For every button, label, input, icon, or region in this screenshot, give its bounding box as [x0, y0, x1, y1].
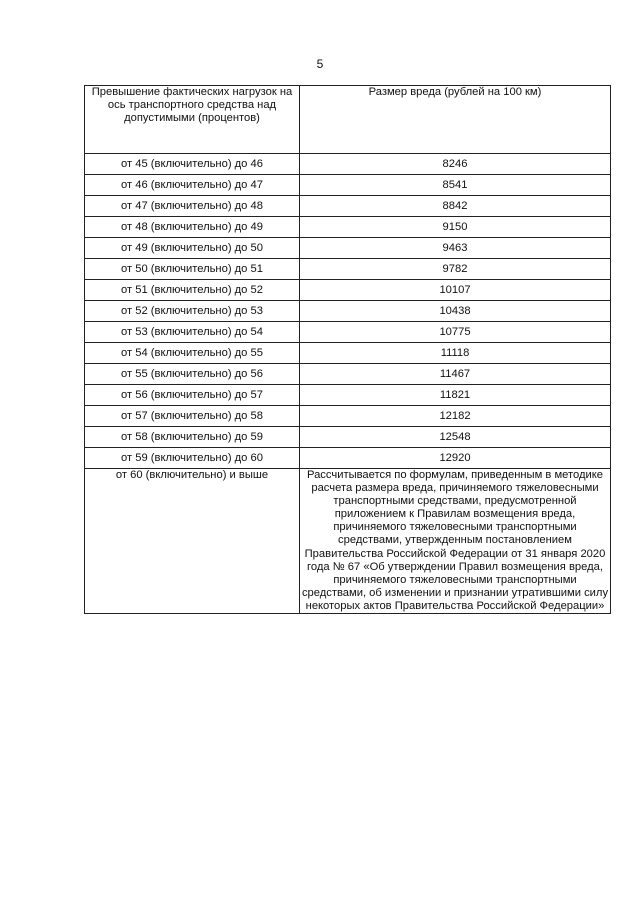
table-row [85, 448, 611, 469]
damage-rate-table [84, 85, 611, 614]
table-row [85, 196, 611, 217]
row-amount: 11821 [300, 385, 611, 406]
table-body [85, 154, 611, 614]
row-range: от 58 (включительно) до 59 [85, 427, 300, 448]
table-row [85, 364, 611, 385]
row-range: от 51 (включительно) до 52 [85, 280, 300, 301]
row-range: от 56 (включительно) до 57 [85, 385, 300, 406]
header-overload-percent: Превышение фактических нагрузок на ось транспортного средства над допустимыми (процентов) [85, 86, 300, 154]
row-amount: 11467 [300, 364, 611, 385]
table-row [85, 259, 611, 280]
row-range: от 48 (включительно) до 49 [85, 217, 300, 238]
row-amount: 12920 [300, 448, 611, 469]
row-range: от 46 (включительно) до 47 [85, 175, 300, 196]
row-range: от 45 (включительно) до 46 [85, 154, 300, 175]
table-row [85, 427, 611, 448]
table-header-row [85, 86, 611, 154]
row-range: от 57 (включительно) до 58 [85, 406, 300, 427]
row-amount: 8842 [300, 196, 611, 217]
table-row [85, 154, 611, 175]
row-range: от 49 (включительно) до 50 [85, 238, 300, 259]
row-amount: 10438 [300, 301, 611, 322]
last-row-range: от 60 (включительно) и выше [85, 469, 300, 614]
table-row [85, 322, 611, 343]
row-amount: 8541 [300, 175, 611, 196]
row-range: от 53 (включительно) до 54 [85, 322, 300, 343]
row-amount: 11118 [300, 343, 611, 364]
row-amount: 10107 [300, 280, 611, 301]
row-amount: 9782 [300, 259, 611, 280]
row-range: от 59 (включительно) до 60 [85, 448, 300, 469]
row-range: от 54 (включительно) до 55 [85, 343, 300, 364]
table-row [85, 406, 611, 427]
table-row [85, 238, 611, 259]
row-amount: 9150 [300, 217, 611, 238]
page-number: 5 [316, 57, 324, 71]
table-row [85, 280, 611, 301]
table-row [85, 343, 611, 364]
table-row [85, 301, 611, 322]
header-damage-amount: Размер вреда (рублей на 100 км) [300, 86, 611, 154]
row-amount: 12182 [300, 406, 611, 427]
row-amount: 8246 [300, 154, 611, 175]
row-amount: 9463 [300, 238, 611, 259]
row-amount: 10775 [300, 322, 611, 343]
row-range: от 55 (включительно) до 56 [85, 364, 300, 385]
last-row-note: Рассчитывается по формулам, приведенным в методике расчета размера вреда, причиняемого тяжеловесными транспортными средствами, предусмотренной приложением к Правилам возмещения вреда, причиняемого тяжеловесными транспортными средствами, утвержденным постановлением Правительства Российской Федерации от 31 января 2020 года № 67 «Об утверждении Правил возмещения вреда, причиняемого тяжеловесными транспортными средствами, об изменении и признании утратившими силу некоторых актов Правительства Российской Федерации» [300, 469, 611, 614]
row-range: от 52 (включительно) до 53 [85, 301, 300, 322]
table-row [85, 175, 611, 196]
table-row [85, 217, 611, 238]
table-row-last [85, 469, 611, 614]
row-range: от 47 (включительно) до 48 [85, 196, 300, 217]
row-range: от 50 (включительно) до 51 [85, 259, 300, 280]
row-amount: 12548 [300, 427, 611, 448]
table-row [85, 385, 611, 406]
